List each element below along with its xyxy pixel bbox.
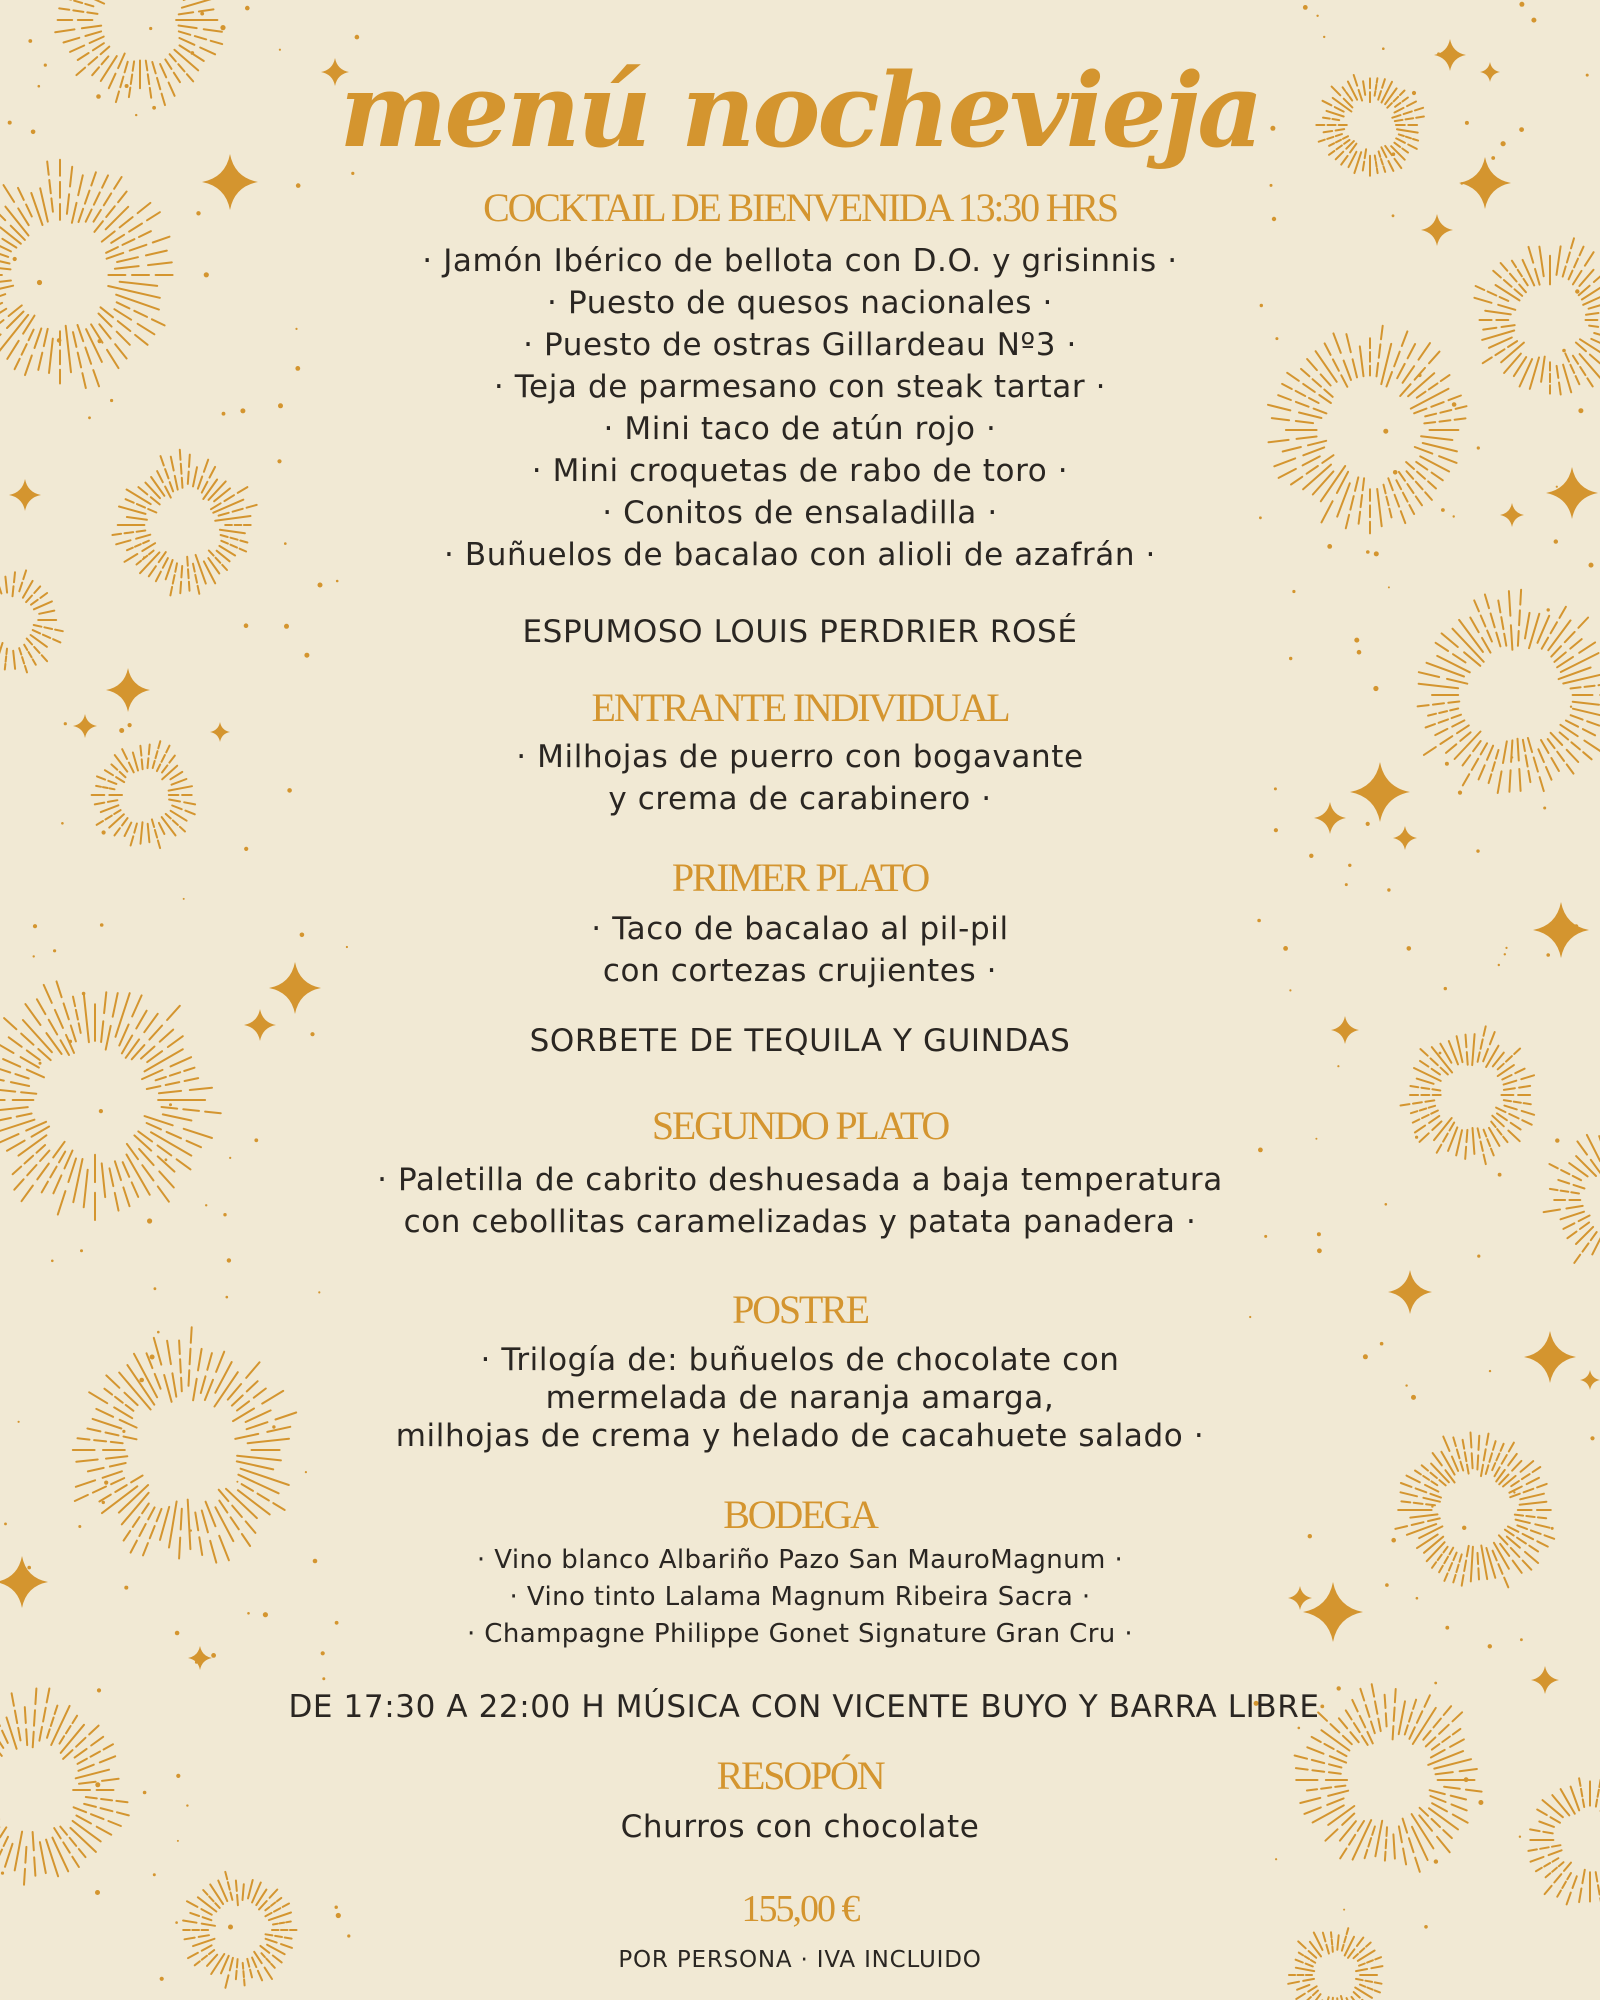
- cocktail-drink: ESPUMOSO LOUIS PERDRIER ROSÉ: [522, 614, 1078, 650]
- segundo-plato-line: con cebollitas caramelizadas y patata panadera ·: [403, 1204, 1197, 1240]
- cocktail-item: · Conitos de ensaladilla ·: [602, 495, 998, 531]
- segundo-plato-line: · Paletilla de cabrito deshuesada a baja temperatura: [377, 1162, 1223, 1198]
- entrante-line: · Milhojas de puerro con bogavante: [516, 739, 1084, 775]
- cocktail-item: · Puesto de quesos nacionales ·: [547, 285, 1053, 321]
- postre-line: milhojas de crema y helado de cacahuete salado ·: [395, 1418, 1205, 1454]
- primer-plato-line: con cortezas crujientes ·: [602, 953, 998, 989]
- cocktail-item: · Buñuelos de bacalao con alioli de azafrán ·: [444, 537, 1156, 573]
- resopon-line: Churros con chocolate: [620, 1809, 980, 1845]
- postre-line: mermelada de naranja amarga,: [545, 1380, 1055, 1416]
- cocktail-item: · Puesto de ostras Gillardeau Nº3 ·: [523, 327, 1077, 363]
- postre-heading: POSTRE: [732, 1287, 868, 1332]
- price: 155,00 €: [741, 1888, 859, 1930]
- primer-plato-line: · Taco de bacalao al pil-pil: [591, 911, 1009, 947]
- bodega-line: · Vino blanco Albariño Pazo San MauroMagnum ·: [476, 1545, 1124, 1575]
- sorbete-line: SORBETE DE TEQUILA Y GUINDAS: [529, 1023, 1071, 1059]
- entrante-heading: ENTRANTE INDIVIDUAL: [591, 685, 1009, 730]
- segundo-plato-heading: SEGUNDO PLATO: [651, 1103, 949, 1148]
- cocktail-heading: COCKTAIL DE BIENVENIDA 13:30 HRS: [483, 185, 1117, 230]
- menu-title: menú nochevieja: [339, 51, 1261, 171]
- bodega-line: · Champagne Philippe Gonet Signature Gran Cru ·: [466, 1619, 1134, 1649]
- bodega-heading: BODEGA: [723, 1492, 877, 1537]
- bodega-line: · Vino tinto Lalama Magnum Ribeira Sacra ·: [509, 1582, 1091, 1612]
- cocktail-item: · Mini croquetas de rabo de toro ·: [531, 453, 1069, 489]
- musica-line: DE 17:30 A 22:00 H MÚSICA CON VICENTE BUYO Y BARRA LIBRE: [288, 1689, 1320, 1725]
- postre-line: · Trilogía de: buñuelos de chocolate con: [480, 1342, 1120, 1378]
- primer-plato-heading: PRIMER PLATO: [671, 855, 929, 900]
- entrante-line: y crema de carabinero ·: [608, 781, 992, 817]
- cocktail-item: · Mini taco de atún rojo ·: [603, 411, 997, 447]
- price-note: POR PERSONA · IVA INCLUIDO: [618, 1947, 982, 1973]
- resopon-heading: RESOPÓN: [716, 1753, 884, 1798]
- cocktail-item: · Teja de parmesano con steak tartar ·: [493, 369, 1107, 405]
- cocktail-item: · Jamón Ibérico de bellota con D.O. y grisinnis ·: [422, 243, 1178, 279]
